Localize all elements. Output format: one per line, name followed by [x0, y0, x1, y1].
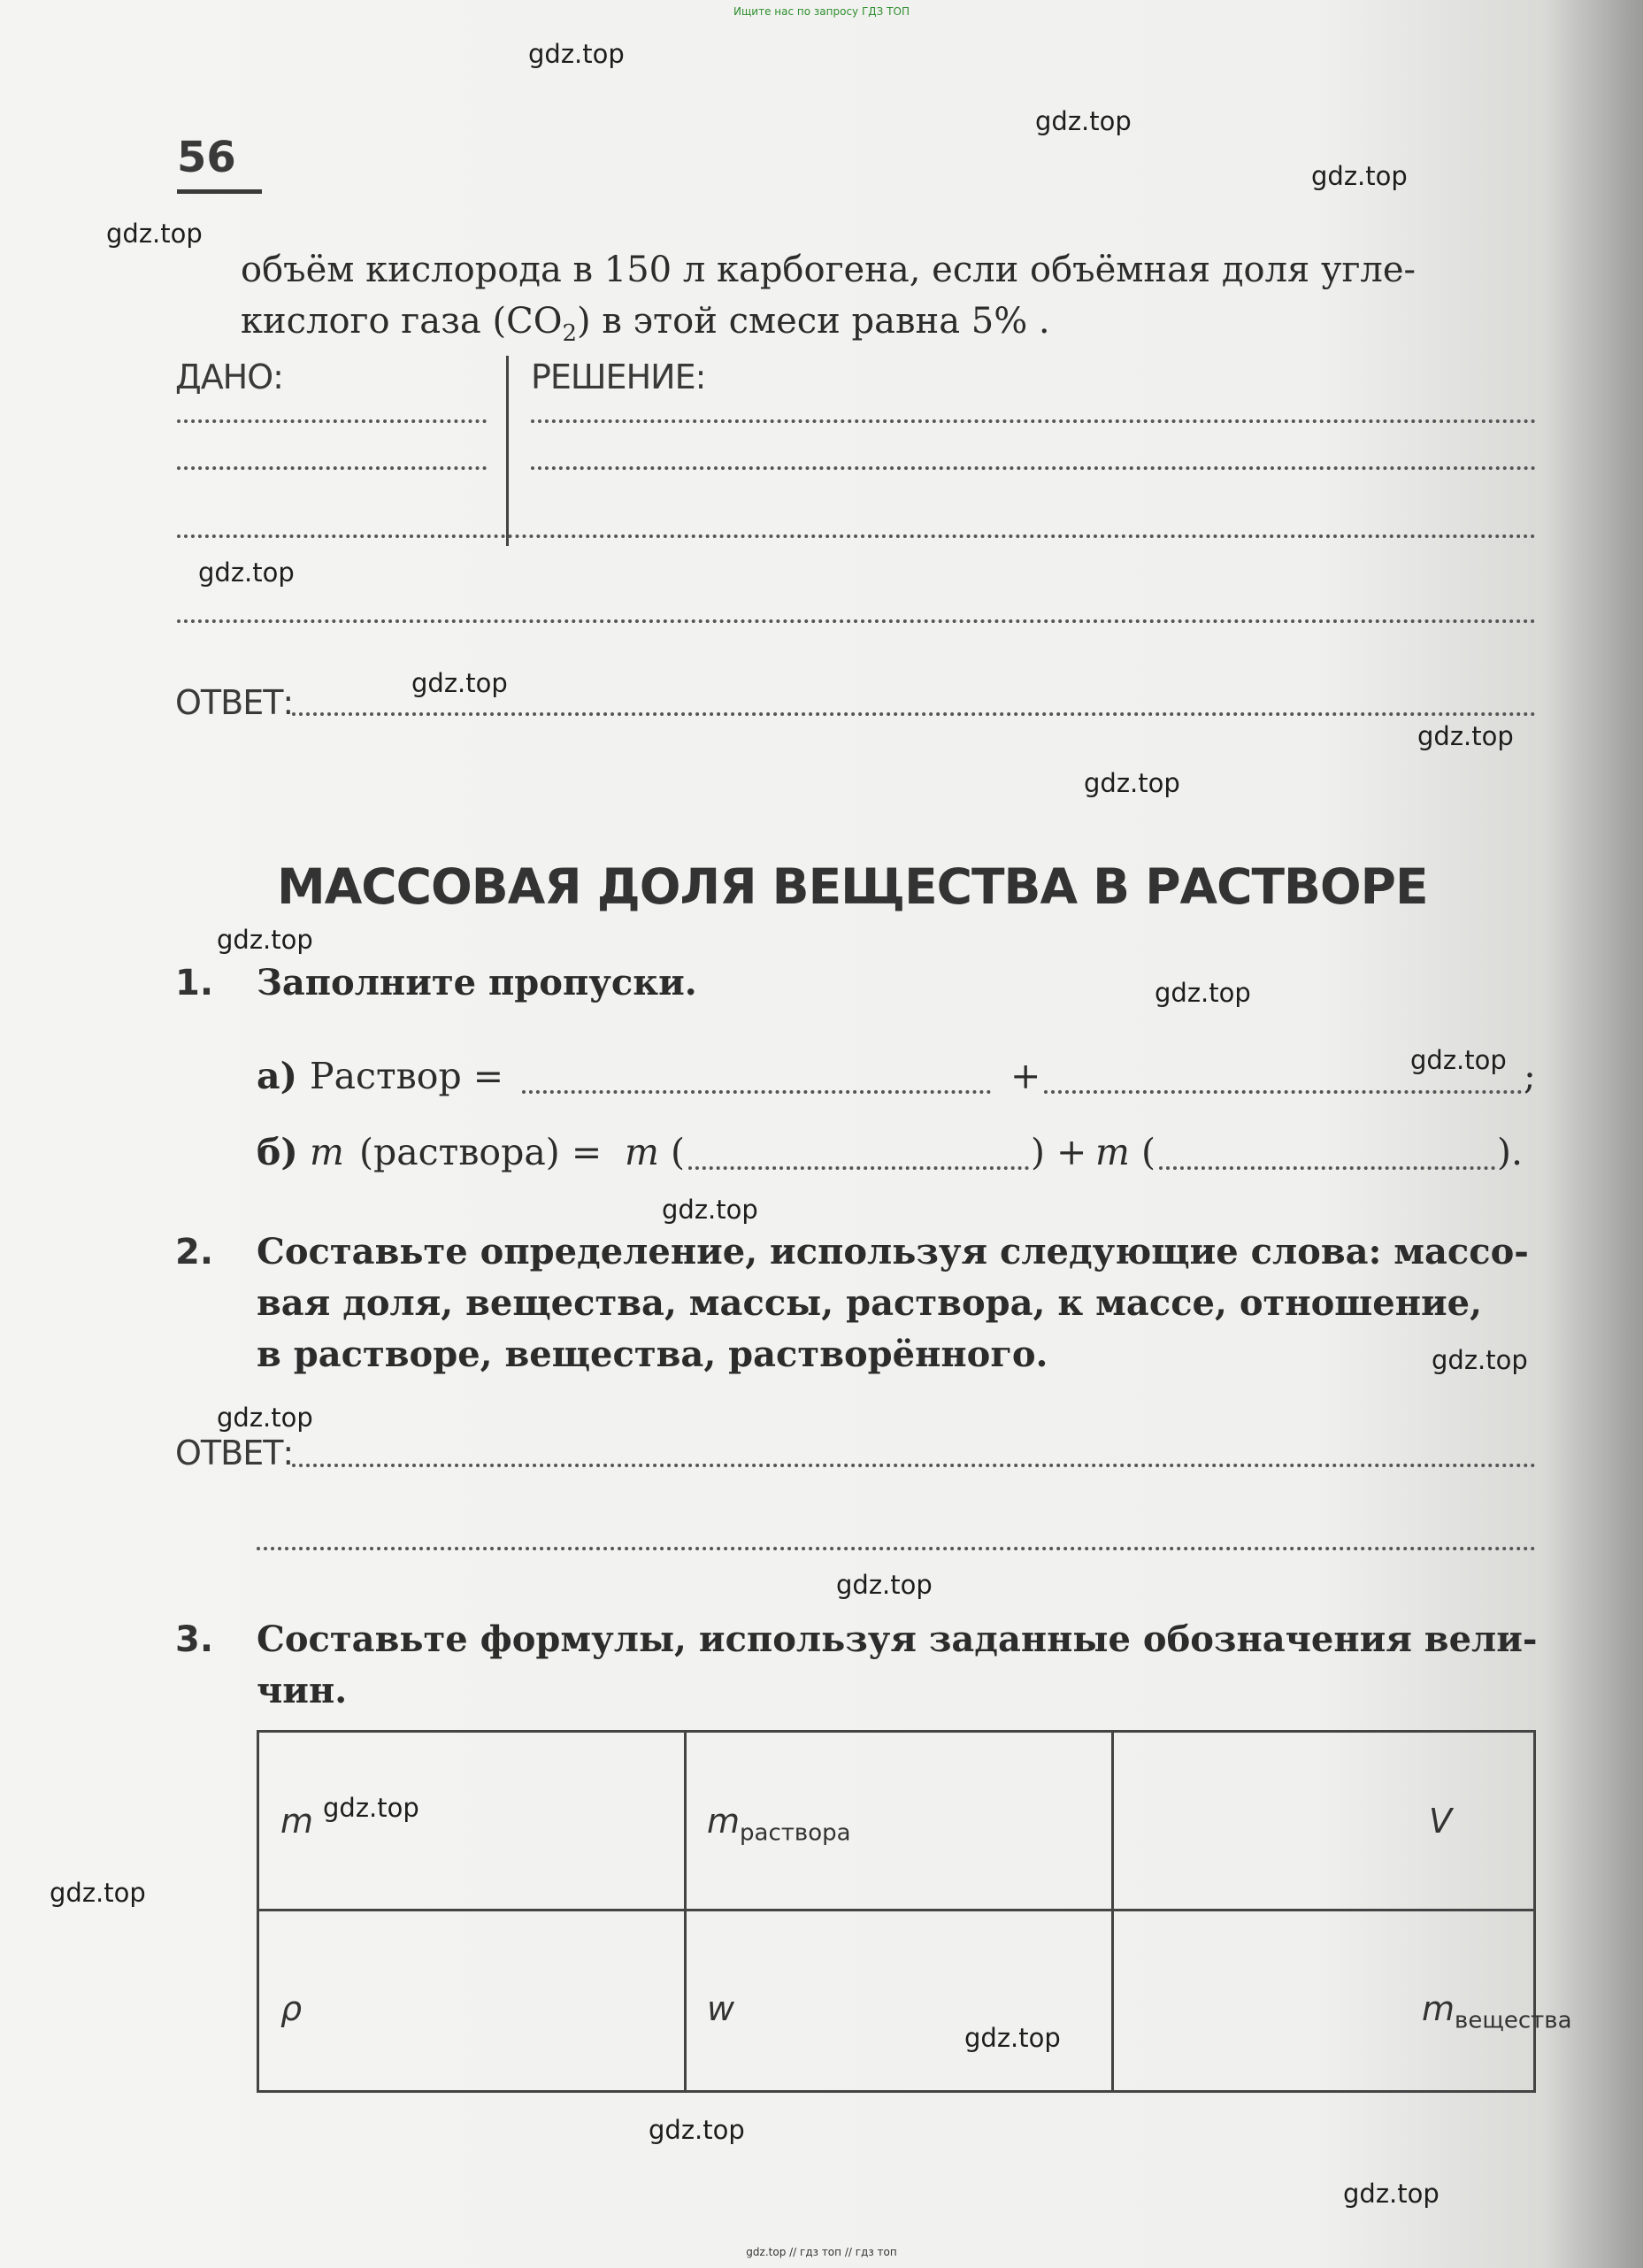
watermark: gdz.top: [323, 1793, 419, 1823]
task-2-answer-dotted-line[interactable]: [292, 1464, 1536, 1467]
task-1b-blank-2[interactable]: [1159, 1166, 1495, 1170]
watermark: gdz.top: [528, 39, 625, 69]
top-banner[interactable]: Ищите нас по запросу ГДЗ ТОП: [733, 5, 910, 18]
task-1a-blank-2[interactable]: [1044, 1090, 1522, 1094]
task-1b-prefix: б): [257, 1131, 298, 1173]
table-cell[interactable]: [1114, 1733, 1536, 1911]
watermark: gdz.top: [50, 1878, 146, 1908]
watermark: gdz.top: [662, 1195, 758, 1225]
watermark: gdz.top: [964, 2023, 1061, 2053]
task-1a-end: ;: [1524, 1055, 1536, 1097]
solution-dotted-line[interactable]: [177, 619, 1536, 623]
table-cell[interactable]: [259, 1733, 687, 1911]
task-1-number: 1.: [175, 963, 214, 1003]
task-2-number: 2.: [175, 1232, 214, 1272]
task-1b-m: m: [310, 1131, 344, 1173]
task-1a-prefix: а): [257, 1055, 297, 1097]
task-1b-m-3: m: [1095, 1131, 1130, 1173]
watermark: gdz.top: [106, 219, 203, 249]
task-1b-open-1: (: [671, 1131, 685, 1173]
symbol-main: m: [707, 1802, 741, 1841]
task-2-answer-label: ОТВЕТ:: [175, 1434, 294, 1472]
solution-dotted-line[interactable]: [531, 419, 1536, 423]
watermark: gdz.top: [1343, 2179, 1440, 2209]
given-dotted-line[interactable]: [177, 466, 487, 470]
watermark: gdz.top: [1035, 106, 1132, 136]
symbol-subscript: раствора: [740, 1819, 851, 1847]
answer-dotted-line[interactable]: [292, 712, 1536, 716]
symbols-table: [257, 1730, 1572, 2093]
watermark: gdz.top: [1155, 978, 1251, 1008]
task-2-line-3: в растворе, вещества, растворённого.: [257, 1334, 1048, 1375]
watermark: gdz.top: [217, 1403, 313, 1433]
symbol-mass-substance: [1422, 1989, 1572, 2034]
watermark: gdz.top: [1417, 721, 1514, 751]
bottom-banner[interactable]: gdz.top // гдз топ // гдз топ: [746, 2246, 897, 2258]
co2-subscript: 2: [562, 320, 578, 347]
solution-dotted-line[interactable]: [531, 466, 1536, 470]
symbol-volume: V: [1429, 1802, 1452, 1841]
watermark: gdz.top: [198, 557, 295, 588]
symbol-subscript: вещества: [1455, 2007, 1572, 2034]
table-cell[interactable]: [259, 1911, 687, 2090]
intro-line-2a: кислого газа (CO: [241, 301, 563, 342]
given-label: ДАНО:: [175, 357, 283, 396]
symbol-mass-solution: [707, 1802, 851, 1847]
task-1b-end: ).: [1497, 1131, 1524, 1173]
task-1b-m-2: m: [625, 1131, 659, 1173]
section-title: МАССОВАЯ ДОЛЯ ВЕЩЕСТВА В РАСТВОРЕ: [277, 858, 1428, 915]
task-1b-open-2: (: [1141, 1131, 1155, 1173]
watermark: gdz.top: [1410, 1045, 1507, 1075]
task-1a-word: Раствор =: [310, 1055, 504, 1097]
task-2-line-1: Составьте определение, используя следующие слова: массо-: [257, 1231, 1529, 1272]
task-1b-blank-1[interactable]: [688, 1166, 1029, 1170]
task-2-line-2: вая доля, вещества, массы, раствора, к массе, отношение,: [257, 1282, 1483, 1324]
task-1b-word: (раствора) =: [359, 1131, 603, 1173]
watermark: gdz.top: [411, 668, 508, 698]
task-3-line-1: Составьте формулы, используя заданные обозначения вели-: [257, 1618, 1538, 1660]
symbol-main: m: [1422, 1989, 1455, 2028]
solution-dotted-line[interactable]: [177, 534, 1536, 538]
answer-label: ОТВЕТ:: [175, 683, 294, 722]
watermark: gdz.top: [1084, 768, 1180, 798]
task-3-line-2: чин.: [257, 1670, 348, 1711]
watermark: gdz.top: [217, 925, 313, 955]
task-2-answer-dotted-line-2[interactable]: [257, 1547, 1536, 1550]
symbol-mass-fraction: w: [707, 1989, 735, 2028]
table-cell[interactable]: [687, 1911, 1114, 2090]
task-3-number: 3.: [175, 1619, 214, 1660]
watermark: gdz.top: [1311, 161, 1408, 191]
page-number: 56: [177, 133, 236, 182]
symbol-density: ρ: [280, 1989, 303, 2028]
watermark: gdz.top: [1432, 1345, 1528, 1375]
watermark: gdz.top: [649, 2115, 745, 2145]
given-dotted-line[interactable]: [177, 419, 487, 423]
given-solution-divider: [506, 356, 509, 546]
intro-line-1: объём кислорода в 150 л карбогена, если объёмная доля угле-: [241, 250, 1417, 290]
watermark: gdz.top: [836, 1570, 933, 1600]
symbol-mass: m: [280, 1802, 314, 1841]
task-1-text: Заполните пропуски.: [257, 962, 697, 1003]
intro-line-2b: ) в этой смеси равна 5% .: [577, 301, 1050, 342]
task-1b-close-1: ) +: [1031, 1131, 1087, 1173]
page-number-underline: [177, 189, 262, 194]
intro-line-2: [241, 296, 1050, 359]
task-1a-blank-1[interactable]: [522, 1090, 991, 1094]
task-1a-plus: +: [1010, 1055, 1041, 1097]
solution-label: РЕШЕНИЕ:: [531, 357, 706, 396]
